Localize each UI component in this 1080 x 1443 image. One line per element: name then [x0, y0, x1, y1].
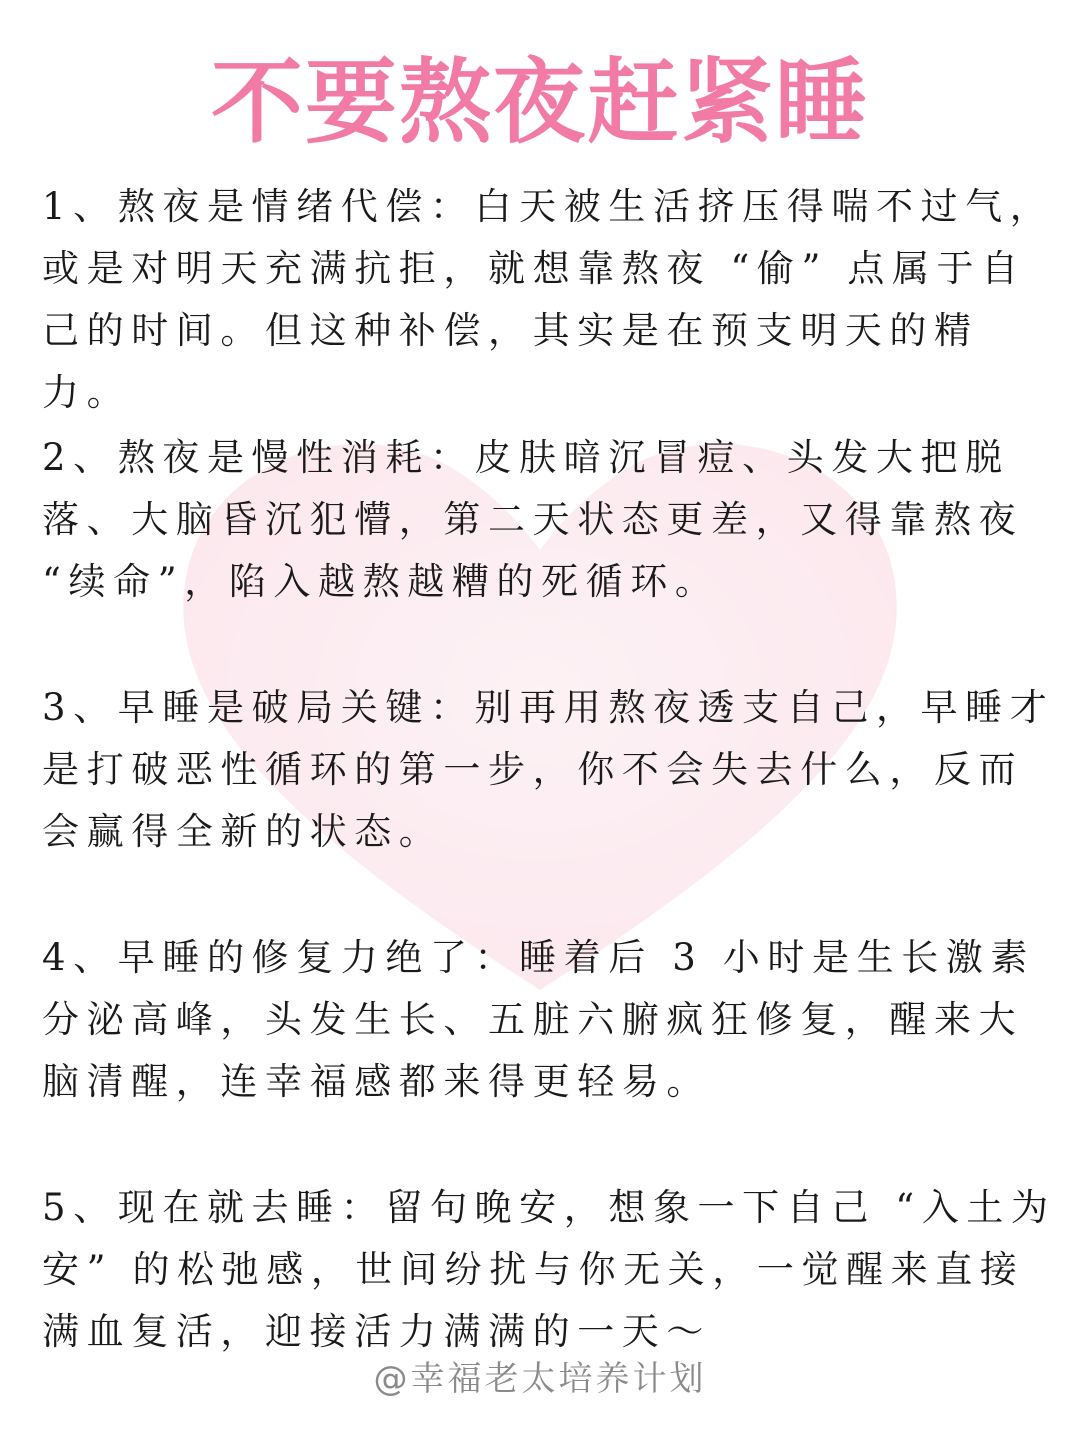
page-title: 不要熬夜赶紧睡	[210, 48, 869, 156]
paragraph-3: 3、早睡是破局关键：别再用熬夜透支自己，早睡才是打破恶性循环的第一步，你不会失去什么，反而会赢得全新的状态。	[42, 686, 1055, 853]
paragraph-1: 1、熬夜是情绪代偿：白天被生活挤压得喘不过气，或是对明天充满抗拒，就想靠熬夜 “偷” 点属于自己的时间。但这种补偿，其实是在预支明天的精力。	[42, 185, 1055, 414]
paragraph-2: 2、熬夜是慢性消耗：皮肤暗沉冒痘、头发大把脱落、大脑昏沉犯懵，第二天状态更差，又得靠熬夜 “续命”，陷入越熬越糟的死循环。	[42, 436, 1024, 603]
paragraph-4: 4、早睡的修复力绝了：睡着后 3 小时是生长激素分泌高峰，头发生长、五脏六腑疯狂修复，醒来大脑清醒，连幸福感都来得更轻易。	[42, 936, 1036, 1103]
paragraph-5: 5、现在就去睡：留句晚安，想象一下自己 “入土为安” 的松弛感，世间纷扰与你无关，一觉醒来直接满血复活，迎接活力满满的一天～	[42, 1186, 1056, 1353]
author-handle: @幸福老太培养计划	[373, 1359, 707, 1399]
